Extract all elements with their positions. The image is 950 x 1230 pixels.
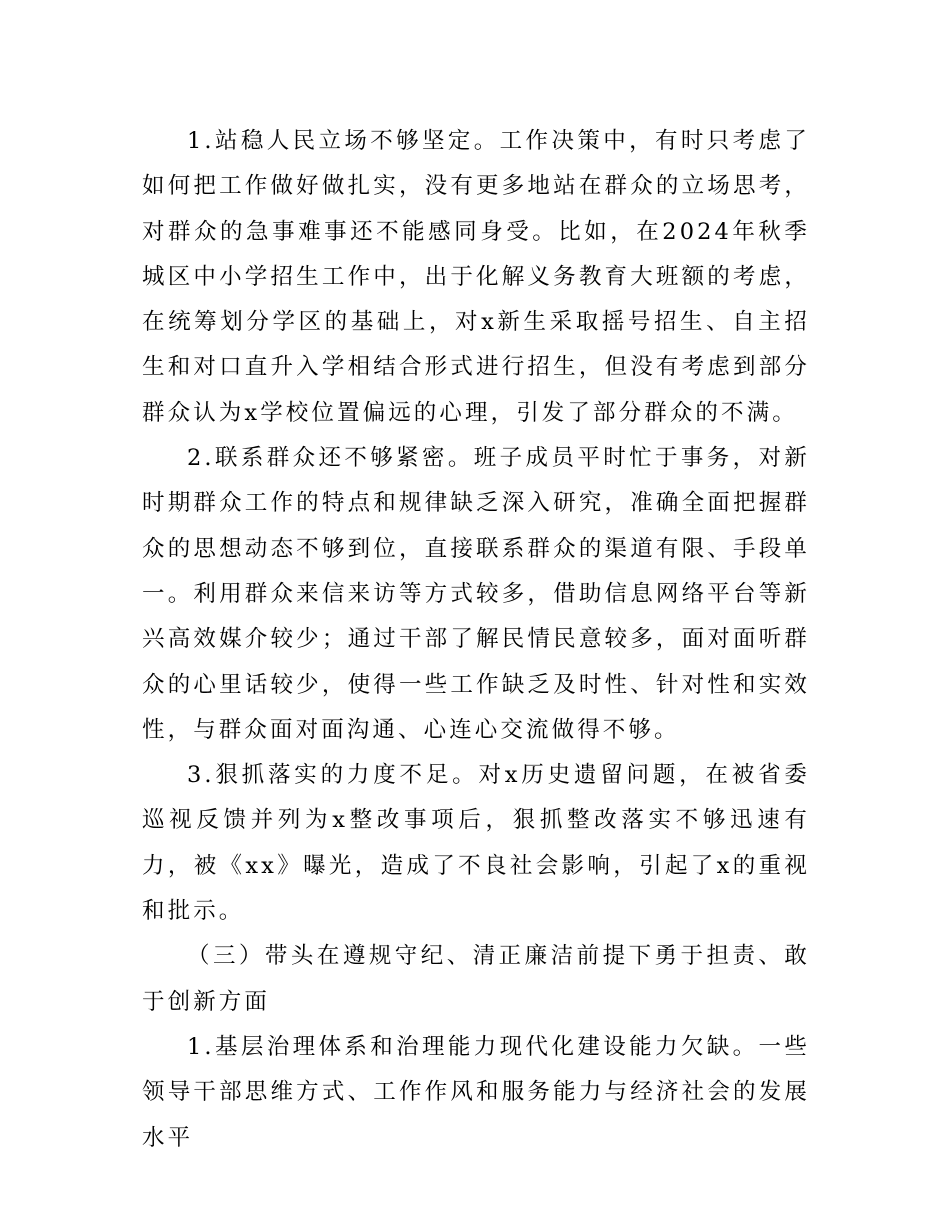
paragraph-implementation-strength: 3.狠抓落实的力度不足。对x历史遗留问题，在被省委巡视反馈并列为x整改事项后，狠抓整改落实不够迅速有力，被《xx》曝光，造成了不良社会影响，引起了x的重视和批示。 (142, 762, 810, 925)
paragraph-contact-with-masses: 2.联系群众还不够紧密。班子成员平时忙于事务，对新时期群众工作的特点和规律缺乏深入研究，准确全面把握群众的思想动态不够到位，直接联系群众的渠道有限、手段单一。利用群众来信来访等方式较多，借助信息网络平台等新兴高效媒介较少；通过干部了解民情民意较多，面对面听群众的心里话较少，使得一些工作缺乏及时性、针对性和实效性，与群众面对面沟通、心连心交流做得不够。 (142, 445, 810, 743)
section-heading-three: （三）带头在遵规守纪、清正廉洁前提下勇于担责、敢于创新方面 (142, 943, 810, 1015)
paragraph-stand-with-people: 1.站稳人民立场不够坚定。工作决策中，有时只考虑了如何把工作做好做扎实，没有更多地站在群众的立场思考，对群众的急事难事还不能感同身受。比如，在2024年秋季城区中小学招生工作中，出于化解义务教育大班额的考虑，在统筹划分学区的基础上，对x新生采取摇号招生、自主招生和对口直升入学相结合形式进行招生，但没有考虑到部分群众认为x学校位置偏远的心理，引发了部分群众的不满。 (142, 128, 810, 426)
paragraph-governance-capacity: 1.基层治理体系和治理能力现代化建设能力欠缺。一些领导干部思维方式、工作作风和服务能力与经济社会的发展水平 (142, 1033, 810, 1151)
document-body (142, 119, 810, 1161)
